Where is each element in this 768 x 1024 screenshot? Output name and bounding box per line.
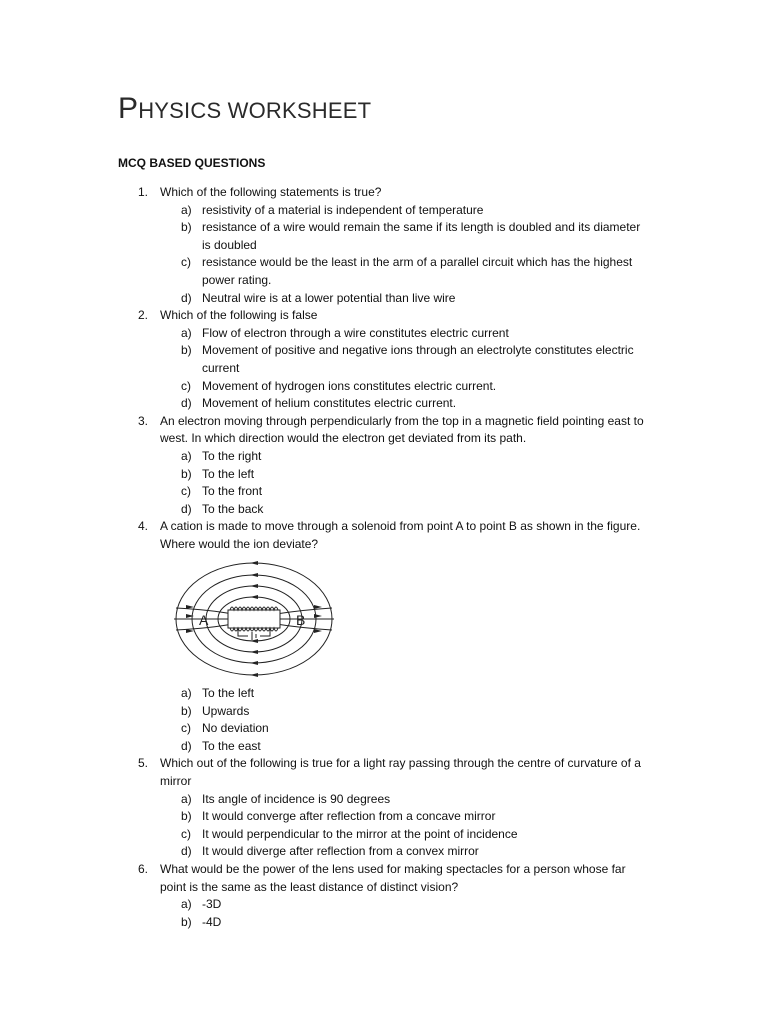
option-label: c): [181, 378, 191, 393]
field-arrow: [250, 650, 258, 654]
option-text: To the back: [202, 501, 264, 516]
question-text: What would be the power of the lens used for making spectacles for a person whose far: [160, 862, 626, 876]
option-label: d): [181, 501, 192, 516]
option-text: Flow of electron through a wire constitutes electric current: [202, 325, 509, 340]
option-label: b): [181, 809, 192, 824]
section-heading: MCQ BASED QUESTIONS: [118, 156, 266, 170]
option-label: c): [181, 721, 191, 736]
option-label: b): [181, 220, 192, 235]
option-text: Movement of positive and negative ions through an electrolyte constitutes electric: [202, 343, 634, 358]
question-number: 6.: [138, 862, 149, 876]
option-label: a): [181, 449, 192, 463]
point-a-label: A: [199, 612, 209, 628]
option-text: Upwards: [202, 703, 250, 718]
option-label: b): [181, 914, 192, 929]
option-text: To the front: [202, 484, 263, 499]
question-text: Which of the following is false: [160, 308, 318, 323]
field-arrow: [314, 614, 322, 618]
option-label: a): [181, 791, 192, 806]
option-text: To the left: [202, 466, 255, 481]
option-text: resistivity of a material is independent of temperature: [202, 202, 484, 217]
solenoid-figure: [172, 560, 336, 678]
page-title: [118, 92, 371, 126]
option-label: a): [181, 686, 192, 700]
question-number: 5.: [138, 756, 149, 771]
option-text: power rating.: [202, 273, 272, 287]
point-b-label: B: [296, 612, 306, 628]
option-text: is doubled: [202, 237, 257, 252]
option-text: To the left: [202, 686, 255, 700]
option-label: a): [181, 897, 192, 912]
question-text: An electron moving through perpendicularly from the top in a magnetic field pointing east to: [160, 413, 644, 428]
question-text: A cation is made to move through a solenoid from point A to point B as shown in the figure.: [160, 519, 641, 534]
option-text: To the right: [202, 449, 262, 463]
field-arrow: [250, 639, 258, 643]
option-label: d): [181, 396, 192, 411]
title-initial: P: [118, 92, 139, 125]
field-arrow: [250, 595, 258, 599]
question-text: point is the same as the least distance of distinct vision?: [160, 879, 459, 894]
option-label: c): [181, 826, 191, 841]
option-label: d): [181, 290, 192, 305]
option-text: Movement of hydrogen ions constitutes electric current.: [202, 378, 497, 393]
option-label: d): [181, 738, 192, 753]
option-text: -4D: [202, 914, 222, 929]
question-text: Which of the following statements is true?: [160, 185, 382, 199]
option-text: It would perpendicular to the mirror at the point of incidence: [202, 826, 518, 841]
option-label: b): [181, 703, 192, 718]
option-label: c): [181, 255, 191, 270]
question-text: Which out of the following is true for a light ray passing through the centre of curvature of a: [160, 756, 641, 771]
option-label: c): [181, 484, 191, 499]
option-text: No deviation: [202, 721, 269, 736]
question-text: west. In which direction would the electron get deviated from its path.: [160, 431, 527, 446]
field-arrow: [186, 614, 194, 618]
option-label: b): [181, 466, 192, 481]
option-text: Its angle of incidence is 90 degrees: [202, 791, 391, 806]
option-text: It would diverge after reflection from a convex mirror: [202, 844, 479, 859]
option-text: resistance of a wire would remain the same if its length is doubled and its diameter: [202, 220, 641, 235]
question-number: 3.: [138, 413, 149, 428]
option-text: -3D: [202, 897, 222, 912]
field-arrow: [250, 673, 258, 677]
solenoid-body: [228, 610, 280, 628]
option-label: a): [181, 325, 192, 340]
option-text: To the east: [202, 738, 261, 753]
question-text: Where would the ion deviate?: [160, 537, 319, 551]
question-number: 4.: [138, 519, 149, 534]
field-arrow: [250, 584, 258, 588]
option-label: d): [181, 844, 192, 859]
option-text: Neutral wire is at a lower potential than live wire: [202, 290, 456, 305]
option-label: a): [181, 202, 192, 217]
question-number: 1.: [138, 185, 149, 199]
option-text: current: [202, 361, 240, 375]
field-arrow: [250, 573, 258, 577]
option-text: resistance would be the least in the arm of a parallel circuit which has the highest: [202, 255, 633, 270]
question-number: 2.: [138, 308, 149, 323]
option-text: Movement of helium constitutes electric current.: [202, 396, 457, 411]
field-arrow: [250, 561, 258, 565]
option-text: It would converge after reflection from a concave mirror: [202, 809, 496, 824]
question-text: mirror: [160, 774, 192, 788]
title-word-1: HYSICS: [138, 98, 228, 123]
title-word-2: WORKSHEET: [227, 98, 372, 123]
field-arrow: [250, 661, 258, 665]
option-label: b): [181, 343, 192, 358]
